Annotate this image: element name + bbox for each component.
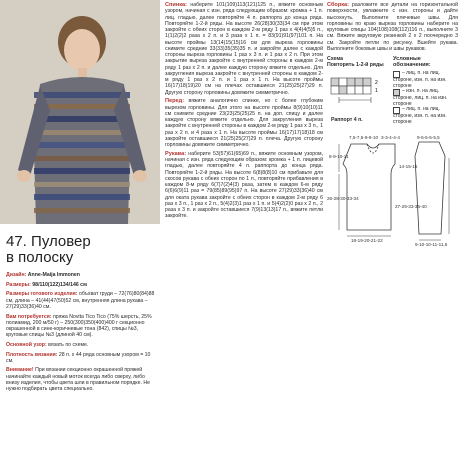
front-neckline [367, 144, 379, 153]
legend-item [393, 107, 458, 126]
density-value: 28 п. x 44 ряда основным узором = 10 см. [6, 351, 151, 364]
child-in-striped-pullover-image [0, 0, 160, 224]
middle-column [165, 2, 323, 222]
sizes-value: 98/110(122)134/146 см [32, 281, 87, 288]
front-section [165, 98, 323, 148]
row-number-1: 1 [375, 88, 378, 94]
body-outline [343, 144, 395, 230]
garment-schematic [327, 134, 458, 252]
back-label: Спинка: [165, 2, 188, 8]
main-pattern-row [6, 342, 158, 348]
legend-text-1: – лиц. п. на лиц. стороне, изн. п. на изн. стороне [393, 70, 447, 89]
dim-sleeve-side-a: 14-15-16 [399, 164, 418, 169]
assembly-section [327, 2, 458, 52]
sleeve-text: наберите 53(57)61(65)69 п., вяжите основным узором, начиная с изн. ряда следующим образом: кромка + 1 п. лицевой гладью, далее повторяйте 4 п. раппорта до конца ряда. Повторяйте 1-2-й ряды. На высоте 6(8)8(8)10 см прибавьте для скосов рукава с обеих сторон по 1 п., повторяйте прибавления в каждом 8-м ряду 6(7)7(2)4(3) раза, затем в каждом 6-м ряду 6(6)6(9)11 раз = 79(85)89(95)97 п. На высоте 27(29)33(36)40 см для оката рукава закройте с обеих сторон в каждом 2-м ряду 6 раз x 3 п., 1 раз x 2 п., 5(4)2(3)1 раз x 1 п. и 5(4)2(2)0 раз x 2 п., 2 раза x 3 п. и закройте оставшиеся 7(9)13(13)17 п., вяжите петли закройте. [165, 150, 323, 220]
legend-item [393, 71, 458, 90]
attention-value: При вязании секционно окрашенной пряжей начинайте каждый новый моток всегда либо сверху, либо внизу изделия, чтобы цвета шли в правильном порядке. Не нужно подбирать цвета специально. [6, 367, 150, 393]
schema-title [327, 56, 384, 68]
assembly-label: Сборка: [327, 2, 350, 8]
garment-outline-drawing [327, 134, 458, 252]
materials-value: пряжа Novita Tico Tico (75% шерсть, 25% полиамид, 200 м/50 г) – 250(300)350(400)400 г секционно окрашенной в сине-коричневые тона (842), спицы №3, круговые спицы №3 (длиной 40 см). [6, 313, 152, 339]
pattern-info [6, 272, 158, 396]
left-column [0, 0, 160, 455]
dim-back-top: 7,5-7,5-9-9-10 [349, 135, 379, 140]
sleeve-section [165, 151, 323, 220]
schema-line1: Схема [327, 56, 343, 62]
finished-value: объхват груди – 72(76)80(84)88 см, длина – 41(44)47(50)52 см, внутренняя длина рукава – 27(29)33(36)40 см. [6, 291, 155, 310]
materials-row [6, 314, 158, 339]
stitch-chart-block [327, 56, 458, 132]
dim-back-neck: 3-3-4-4-4 [381, 135, 400, 140]
dim-sleeve-bottom: 9-10-10-11-11,5 [415, 242, 448, 247]
legend-text-3: – лиц. п. на лиц. стороне, изн. п. на изн. стороне [393, 106, 447, 125]
dim-sleeve-side-b: 27-29-33-36-40 [395, 204, 427, 209]
rapport-label: Раппорт 4 п. [331, 117, 363, 123]
main-pattern-value: вязать по схеме. [48, 341, 89, 348]
pattern-title-line1: Пуловер [31, 233, 91, 250]
pattern-title [6, 234, 156, 266]
design-row [6, 272, 158, 278]
sleeve-outline [415, 142, 445, 234]
density-row [6, 352, 158, 364]
legend-title-line2: обозначения: [393, 62, 431, 68]
dim-back-side-a: 8-9-10-11 [329, 154, 349, 159]
main-pattern-label: Основной узор: [6, 341, 47, 348]
front-label: Перед: [165, 98, 185, 105]
dim-back-side-b: 26-28-30-33-34 [327, 196, 359, 201]
legend-item [393, 89, 458, 108]
right-column [327, 2, 458, 252]
dim-sleeve-top: 9-5-5-5-5,5 [417, 135, 440, 140]
legend-text-2: – изн. п. на лиц. стороне, лиц. п. на изн. стороне [393, 88, 448, 107]
back-section [165, 2, 323, 96]
model-photo [0, 0, 160, 224]
design-label: Дизайн: [6, 272, 27, 278]
pattern-title-line2: в полоску [6, 249, 74, 266]
sizes-row [6, 282, 158, 288]
attention-label: Внимание! [6, 367, 34, 374]
back-text: наберите 101(109)113(121)125 п., вяжите основным узором, начиная с изн. ряда следующим образом: кромка + 1 п. лиц. гладью, далее повторяйте 4 п. раппорта до конца ряда. Повторяйте 1-2-й ряды. На высоте 26(28)30(33)34 см при этом закройте с обеих сторон в каждом 2-м ряду 1 раз x 4(4)4(5)5 п., 1(1)2(2)2 раза x 2 п. и 3 раза x 1 п. = 83(91)91(97)101 п. На высоте проймы 13(14)15(15)16 см для выреза горловины снимите средние 33(33)35(35)35 п. и закройте далее с каждой стороны выреза горловины 1 раз x 3 п. и 1 раз x 2 п. При этом закрытие выреза закройте с внутренней стороны в каждом 2-м ряду 1 раз x 2 п. и далее каждую сторону вяжите отдельно. Для закругления выреза закройте с внутренней стороны в каждом 2-м ряду 1 раз x 2 п. и 1 раз x 1 п. На высоте проймы 16(17)18(19)20 см на плечах оставшиеся 21(25)25(27)29 п. Другую сторону горловины довяжите симметрично. [165, 2, 323, 96]
sleeve-label: Рукава: [165, 150, 187, 157]
density-label: Плотность вязания: [6, 351, 58, 358]
assembly-text: разложите все детали на горизонтальной поверхности, увлажните с изн. стороны и дайте высохнуть. Выполните плечевые швы. Для горловины по краю выреза горловины наберите на круговые спицы 104(108)108(112)116 п., выполните 3 см. Вяжите вкруговую резинкой 2 x 2 поочередно 3 см. Закройте петли по рисунку. Вшейте рукава. Выполните боковые швы и швы рукавов. [327, 2, 458, 52]
stitch-chart-grid [329, 70, 389, 120]
dim-back-bottom: 18-19-20-21-22 [351, 238, 383, 243]
legend-title [393, 56, 431, 68]
materials-label: Вам потребуется: [6, 313, 52, 320]
legend-title-line1: Условные [393, 56, 421, 62]
row-number-2: 2 [375, 80, 378, 86]
front-text: вяжите аналогично спинке, но с более глубоким вырезом горловины. Для этого на высоте проймы 8(9)10(10)11 см снимите средние 23(23)25(25)25 п. на доп. спицу и далее каждую сторону вяжите отдельно. Для закругления выреза закройте с внутренней стороны в каждом 2-м ряду 1 раз x 3 п., 1 раз x 2 п. и 4 раза x 1 п. На высоте проймы 16(17)17(18)18 см закройте оставшиеся 21(25)25(27)29 п. плеча. Другую сторону горловины довяжите симметрично. [165, 98, 323, 148]
schema-line2: Повторять 1-2-й ряды [327, 62, 384, 68]
finished-row [6, 291, 158, 310]
finished-label: Размеры готового изделия: [6, 291, 78, 298]
sizes-label: Размеры: [6, 281, 31, 288]
attention-row [6, 367, 158, 392]
design-value: Anne-Maija Immonen [27, 272, 80, 278]
pattern-number: 47. [6, 233, 27, 250]
